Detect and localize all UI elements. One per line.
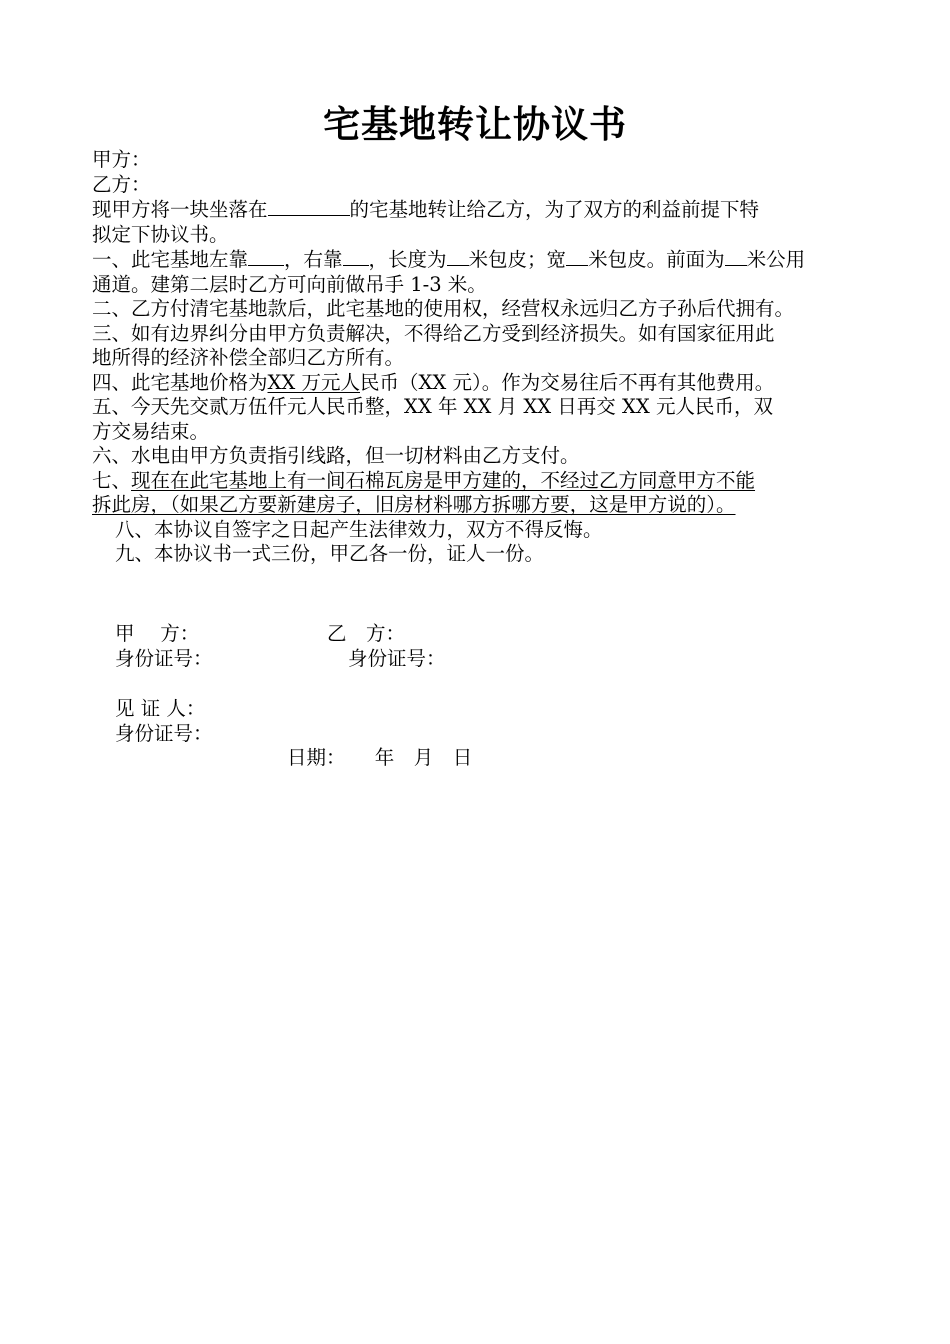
clause-1-text-d: 米包皮；宽	[468, 248, 567, 271]
price-amount: XX 万元人	[267, 370, 360, 394]
clause-4-pre: 四、此宅基地价格为	[92, 370, 268, 394]
clause-1-text-b: ，右靠	[284, 248, 343, 271]
left-neighbor-blank	[248, 247, 284, 266]
clause-8: 八、本协议自签字之日起产生法律效力，双方不得反悔。	[115, 517, 603, 541]
clause-1-text-e: 米包皮。前面为	[588, 248, 725, 271]
clause-3-line-2: 地所得的经济补偿全部归乙方所有。	[92, 346, 405, 369]
document-title: 宅基地转让协议书	[323, 103, 627, 146]
right-neighbor-blank	[343, 247, 369, 266]
clause-1-text-a: 一、此宅基地左靠	[92, 248, 249, 271]
party-b-line: 乙方：	[92, 172, 151, 196]
front-blank	[725, 247, 747, 266]
document-body	[92, 148, 867, 567]
party-a-id-label: 身份证号：	[115, 647, 213, 670]
intro-line-2: 拟定下协议书。	[92, 222, 229, 246]
intro-line-1	[92, 197, 867, 223]
witness-id-label: 身份证号：	[115, 722, 213, 745]
clause-5-line-2: 方交易结束。	[92, 419, 210, 443]
clause-1-line-1	[92, 247, 867, 273]
party-b-signature-label: 乙 方：	[327, 622, 406, 645]
clause-3-line-1: 三、如有边界纠分由甲方负责解决，不得给乙方受到经济损失。如有国家征用此	[92, 321, 775, 345]
witness-label: 见 证 人：	[115, 697, 206, 720]
clause-4-post: 民币（XX 元）。作为交易往后不再有其他费用。	[359, 370, 775, 394]
clause-7-underlined-2: 拆此房，（如果乙方要新建房子，旧房材料哪方拆哪方要，这是甲方说的）。	[92, 493, 736, 516]
length-blank	[447, 247, 469, 266]
clause-9: 九、本协议书一式三份，甲乙各一份，证人一份。	[115, 542, 545, 565]
clause-7-line-1	[92, 469, 867, 494]
party-a-line: 甲方：	[92, 148, 151, 171]
width-blank	[566, 247, 588, 266]
clause-7-underlined-1: 现在在此宅基地上有一间石棉瓦房是甲方建的，不经过乙方同意甲方不能	[131, 468, 756, 492]
location-blank	[268, 197, 350, 216]
intro-pre: 现甲方将一块坐落在	[92, 198, 268, 221]
clause-6: 六、水电由甲方负责指引线路，但一切材料由乙方支付。	[92, 444, 580, 467]
date-line: 日期： 年 月 日	[287, 746, 473, 769]
clause-7-pre: 七、	[92, 468, 132, 492]
clause-4	[92, 371, 867, 396]
clause-1-line-2: 通道。建第二层时乙方可向前做吊手 1-3 米。	[92, 272, 487, 296]
party-b-id-label: 身份证号：	[348, 647, 446, 670]
party-a-signature-label: 甲 方：	[115, 622, 200, 645]
clause-5-line-1: 五、今天先交贰万伍仟元人民币整，XX 年 XX 月 XX 日再交 XX 元人民币，双	[92, 395, 773, 418]
intro-post: 的宅基地转让给乙方，为了双方的利益前提下特	[349, 198, 760, 221]
clause-1-text-f: 米公用	[746, 248, 806, 271]
clause-1-text-c: ，长度为	[368, 248, 447, 271]
clause-7-line-2	[92, 493, 867, 518]
clause-2: 二、乙方付清宅基地款后，此宅基地的使用权，经营权永远归乙方子孙后代拥有。	[92, 297, 795, 320]
